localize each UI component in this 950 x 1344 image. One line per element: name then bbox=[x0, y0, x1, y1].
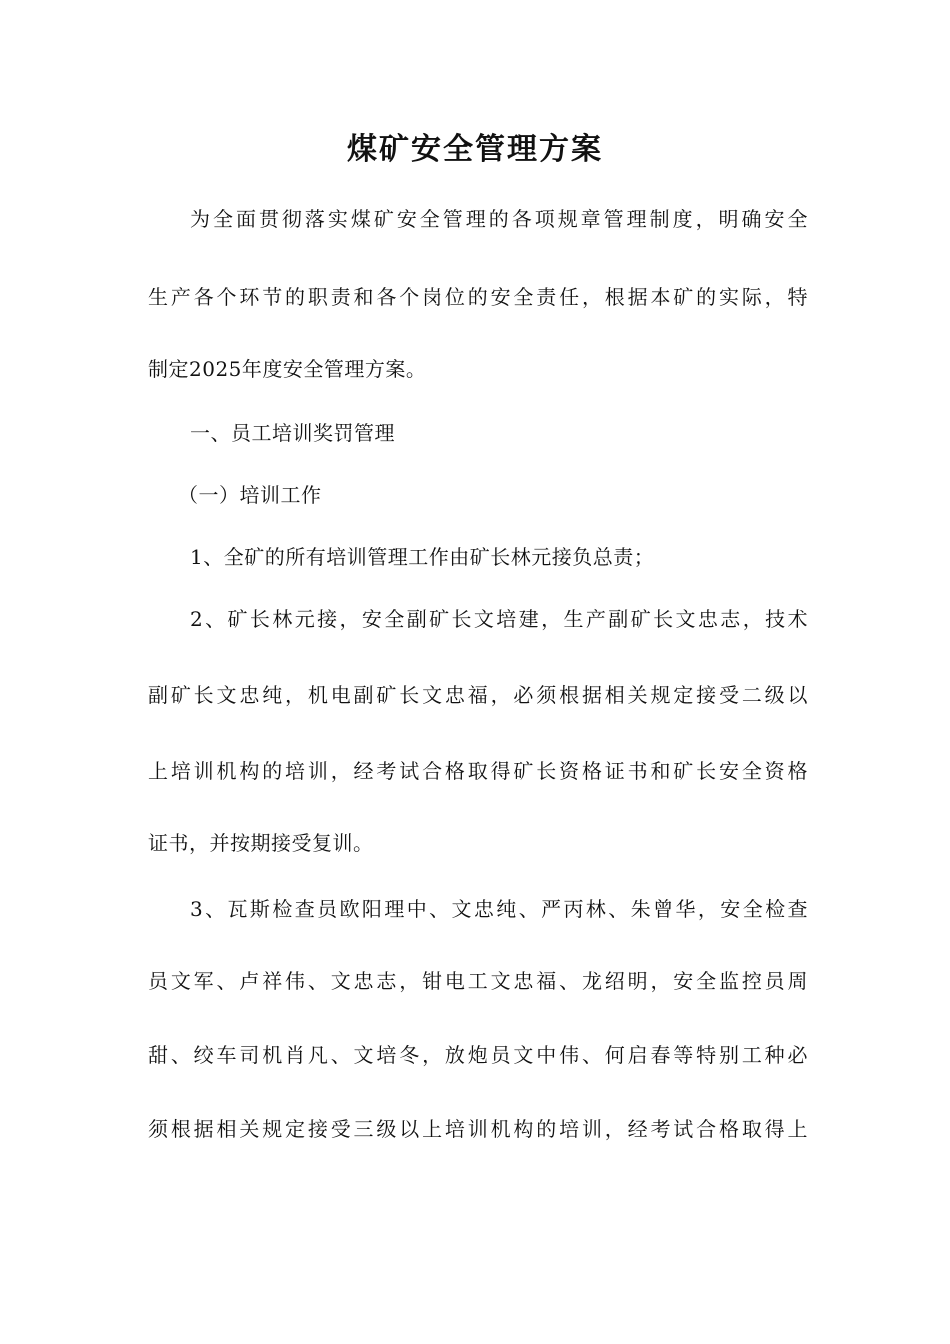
paragraph-line: 员文军、卢祥伟、文忠志，钳电工文忠福、龙绍明，安全监控员周 bbox=[148, 969, 808, 993]
paragraph-line: 1、全矿的所有培训管理工作由矿长林元接负总责； bbox=[190, 545, 655, 569]
paragraph-line: 2、矿长林元接，安全副矿长文培建，生产副矿长文忠志，技术 bbox=[190, 607, 808, 631]
paragraph-line: 为全面贯彻落实煤矿安全管理的各项规章管理制度，明确安全 bbox=[190, 207, 808, 231]
paragraph-line: 3、瓦斯检查员欧阳理中、文忠纯、严丙林、朱曾华，安全检查 bbox=[190, 897, 808, 921]
section-heading: 一、员工培训奖罚管理 bbox=[190, 421, 395, 445]
paragraph-line: 生产各个环节的职责和各个岗位的安全责任，根据本矿的实际，特 bbox=[148, 285, 808, 309]
paragraph-line: 上培训机构的培训，经考试合格取得矿长资格证书和矿长安全资格 bbox=[148, 759, 808, 783]
paragraph-line: 副矿长文忠纯，机电副矿长文忠福，必须根据相关规定接受二级以 bbox=[148, 683, 808, 707]
document-title: 煤矿安全管理方案 bbox=[347, 132, 603, 167]
paragraph-line: 制定2025年度安全管理方案。 bbox=[148, 357, 427, 381]
paragraph-line: 证书，并按期接受复训。 bbox=[148, 831, 374, 855]
paragraph-line: 须根据相关规定接受三级以上培训机构的培训，经考试合格取得上 bbox=[148, 1117, 808, 1141]
subsection-heading: （一）培训工作 bbox=[178, 483, 322, 507]
paragraph-line: 甜、绞车司机肖凡、文培冬，放炮员文中伟、何启春等特别工种必 bbox=[148, 1043, 808, 1067]
